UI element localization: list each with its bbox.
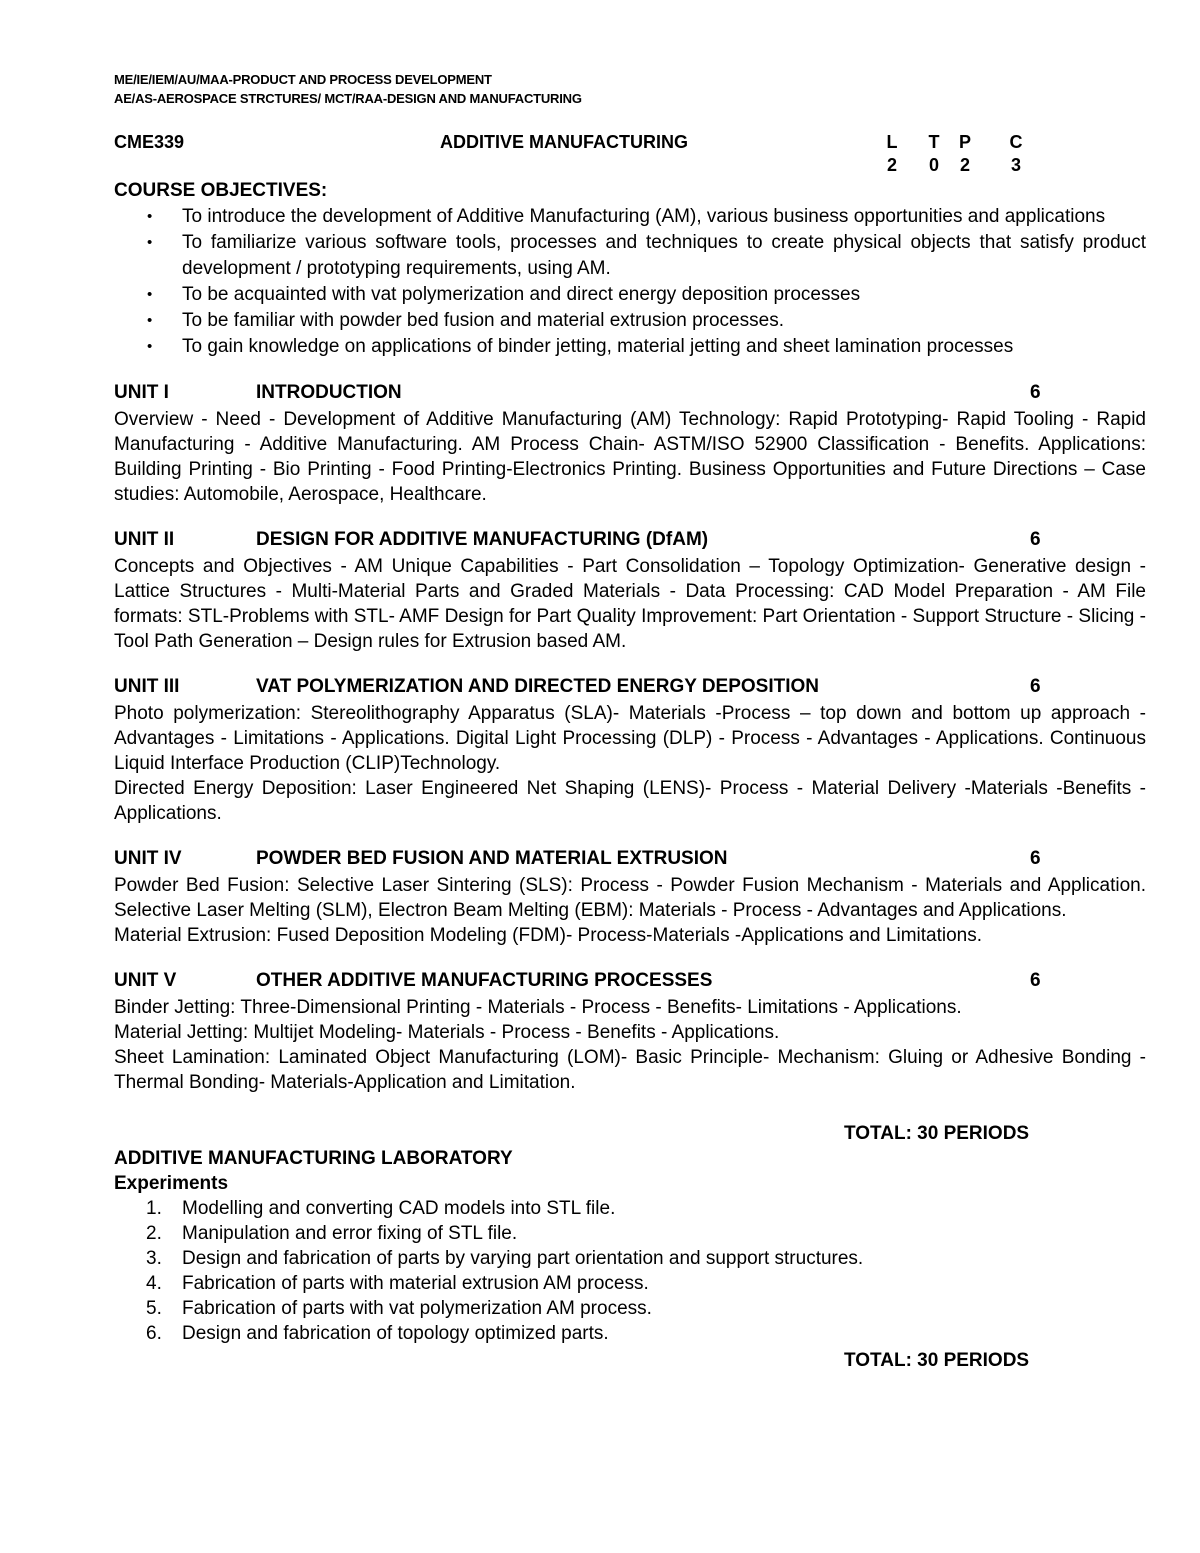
unit-content: Material Jetting: Multijet Modeling- Materials - Process - Benefits - Applications. xyxy=(114,1022,780,1043)
unit-content: Binder Jetting: Three-Dimensional Printing - Materials - Process - Benefits- Limitations - Applications. xyxy=(114,997,962,1018)
unit-number: UNIT I xyxy=(114,382,169,403)
experiment-text: Design and fabrication of parts by varying part orientation and support structures. xyxy=(182,1248,864,1269)
unit-content: Sheet Lamination: Laminated Object Manufacturing (LOM)- Basic Principle- Mechanism: Gluing or Adhesive Bonding - Thermal Bonding- Materials-Application and Limitation. xyxy=(114,1047,1146,1093)
experiment-number: 3. xyxy=(146,1248,162,1269)
program-header-line-2: AE/AS-AEROSPACE STRCTURES/ MCT/RAA-DESIGN AND MANUFACTURING xyxy=(114,91,582,106)
experiment-number: 5. xyxy=(146,1298,162,1319)
ltpc-value: 3 xyxy=(1010,155,1021,175)
unit-title: OTHER ADDITIVE MANUFACTURING PROCESSES xyxy=(256,970,713,991)
experiment-item xyxy=(114,1221,1146,1246)
objective-item xyxy=(114,308,1146,334)
ltpc-label: T xyxy=(928,132,940,152)
unit-section xyxy=(114,676,1146,826)
experiments-list xyxy=(114,1196,1146,1346)
experiment-number: 6. xyxy=(146,1323,162,1344)
unit-hours: 6 xyxy=(1030,382,1041,403)
experiment-number: 1. xyxy=(146,1198,162,1219)
ltpc-tutorial xyxy=(924,132,944,176)
experiment-item xyxy=(114,1296,1146,1321)
unit-title: VAT POLYMERIZATION AND DIRECTED ENERGY DEPOSITION xyxy=(256,676,820,697)
objective-text: To be familiar with powder bed fusion and material extrusion processes. xyxy=(182,310,784,331)
unit-hours: 6 xyxy=(1030,529,1041,550)
bullet-icon: • xyxy=(147,208,153,225)
bullet-icon: • xyxy=(147,286,153,303)
objective-item xyxy=(114,334,1146,360)
course-objectives-heading: COURSE OBJECTIVES: xyxy=(114,180,328,201)
experiment-item xyxy=(114,1246,1146,1271)
unit-hours: 6 xyxy=(1030,676,1041,697)
unit-number: UNIT III xyxy=(114,676,180,697)
objective-text: To familiarize various software tools, processes and techniques to create physical objects that satisfy product development / prototyping requirements, using AM. xyxy=(182,232,1146,279)
unit-number: UNIT II xyxy=(114,529,175,550)
unit-number: UNIT IV xyxy=(114,848,182,869)
program-header-line-1: ME/IE/IEM/AU/MAA-PRODUCT AND PROCESS DEVELOPMENT xyxy=(114,72,492,87)
course-title-row xyxy=(114,132,1146,186)
unit-hours: 6 xyxy=(1030,848,1041,869)
unit-section xyxy=(114,848,1146,948)
unit-title: POWDER BED FUSION AND MATERIAL EXTRUSION xyxy=(256,848,728,869)
objective-item xyxy=(114,230,1146,282)
lab-total-periods: TOTAL: 30 PERIODS xyxy=(844,1350,1030,1371)
unit-hours: 6 xyxy=(1030,970,1041,991)
course-title: ADDITIVE MANUFACTURING xyxy=(440,132,688,152)
unit-section xyxy=(114,529,1146,654)
unit-content: Material Extrusion: Fused Deposition Modeling (FDM)- Process-Materials -Applications and Limitations. xyxy=(114,925,982,946)
objective-item xyxy=(114,204,1146,230)
experiment-text: Fabrication of parts with material extrusion AM process. xyxy=(182,1273,649,1294)
bullet-icon: • xyxy=(147,338,153,355)
unit-heading xyxy=(114,676,1146,701)
ltpc-label: C xyxy=(1009,132,1023,152)
unit-title: DESIGN FOR ADDITIVE MANUFACTURING (DfAM) xyxy=(256,529,709,550)
experiment-text: Design and fabrication of topology optimized parts. xyxy=(182,1323,609,1344)
theory-total-periods: TOTAL: 30 PERIODS xyxy=(844,1123,1030,1144)
objective-item xyxy=(114,282,1146,308)
ltpc-value: 2 xyxy=(959,155,970,175)
lab-title: ADDITIVE MANUFACTURING LABORATORY xyxy=(114,1148,513,1169)
bullet-icon: • xyxy=(147,312,153,329)
unit-content: Photo polymerization: Stereolithography Apparatus (SLA)- Materials -Process – top down and bottom up approach - Advantages - Limitations - Applications. Digital Light Processing (DLP) - Process - Advantages - Applications. Continuous Liquid Interface Production (CLIP)Technology. xyxy=(114,703,1146,774)
unit-content: Directed Energy Deposition: Laser Engineered Net Shaping (LENS)- Process - Material Delivery -Materials -Benefits -Applications. xyxy=(114,778,1146,824)
experiment-text: Manipulation and error fixing of STL file. xyxy=(182,1223,518,1244)
experiment-text: Modelling and converting CAD models into STL file. xyxy=(182,1198,616,1219)
unit-number: UNIT V xyxy=(114,970,177,991)
experiment-text: Fabrication of parts with vat polymerization AM process. xyxy=(182,1298,652,1319)
experiment-number: 2. xyxy=(146,1223,162,1244)
ltpc-label: L xyxy=(886,132,898,152)
unit-heading xyxy=(114,529,1146,554)
experiment-item xyxy=(114,1321,1146,1346)
unit-section xyxy=(114,970,1146,1095)
course-code: CME339 xyxy=(114,132,185,152)
unit-content: Concepts and Objectives - AM Unique Capabilities - Part Consolidation – Topology Optimization- Generative design - Lattice Structures - Multi-Material Parts and Graded Materials - Data Processing: CAD Model Preparation - AM File formats: STL-Problems with STL- AMF Design for Part Quality Improvement: Part Orientation - Support Structure - Slicing - Tool Path Generation – Design rules for Extrusion based AM. xyxy=(114,556,1146,652)
objective-text: To be acquainted with vat polymerization and direct energy deposition processes xyxy=(182,284,861,305)
unit-title: INTRODUCTION xyxy=(256,382,402,403)
objective-text: To introduce the development of Additive Manufacturing (AM), various business opportunities and applications xyxy=(182,206,1106,227)
ltpc-value: 0 xyxy=(928,155,939,175)
unit-heading xyxy=(114,848,1146,873)
unit-content: Overview - Need - Development of Additive Manufacturing (AM) Technology: Rapid Prototyping- Rapid Tooling - Rapid Manufacturing - Additive Manufacturing. AM Process Chain- ASTM/ISO 52900 Classification - Benefits. Applications: Building Printing - Bio Printing - Food Printing-Electronics Printing. Business Opportunities and Future Directions – Case studies: Automobile, Aerospace, Healthcare. xyxy=(114,409,1146,505)
ltpc-label: P xyxy=(958,132,971,152)
ltpc-lecture xyxy=(882,132,902,176)
objectives-list xyxy=(114,204,1146,360)
lab-subtitle: Experiments xyxy=(114,1173,229,1194)
unit-content: Powder Bed Fusion: Selective Laser Sintering (SLS): Process - Powder Fusion Mechanism - Materials and Application. Selective Laser Melting (SLM), Electron Beam Melting (EBM): Materials - Process - Advantages and Applications. xyxy=(114,875,1146,921)
experiment-item xyxy=(114,1271,1146,1296)
objective-text: To gain knowledge on applications of binder jetting, material jetting and sheet lamination processes xyxy=(182,336,1014,357)
experiment-number: 4. xyxy=(146,1273,162,1294)
experiment-item xyxy=(114,1196,1146,1221)
syllabus-page xyxy=(114,70,1146,1373)
unit-heading xyxy=(114,382,1146,407)
ltpc-credits xyxy=(1006,132,1026,176)
unit-heading xyxy=(114,970,1146,995)
unit-section xyxy=(114,382,1146,507)
bullet-icon: • xyxy=(147,234,153,251)
ltpc-practical xyxy=(955,132,975,176)
ltpc-value: 2 xyxy=(886,155,897,175)
